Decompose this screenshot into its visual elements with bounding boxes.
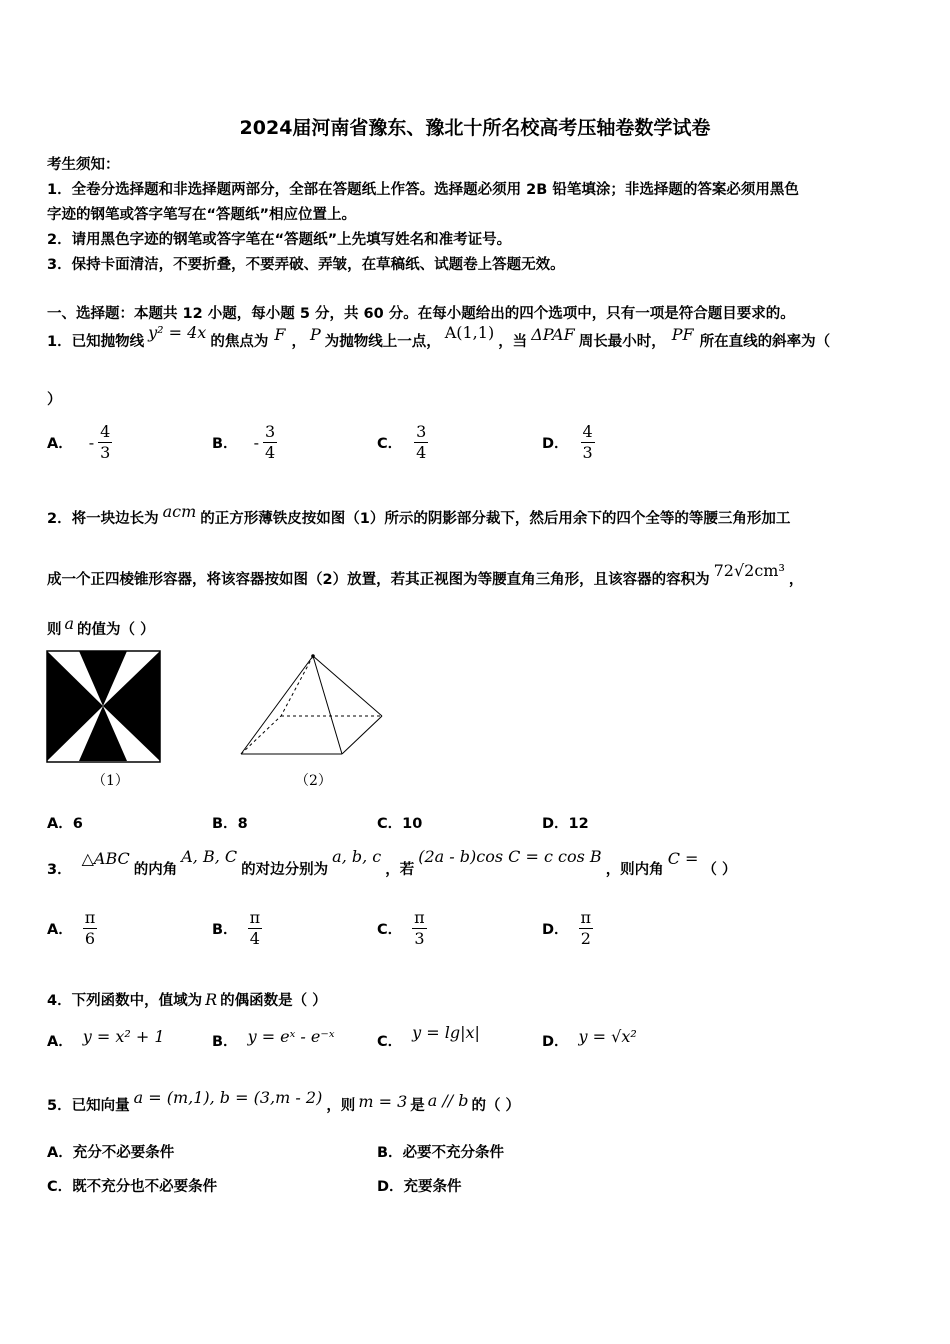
notice-heading: 考生须知： — [47, 157, 120, 173]
question-1: 1．已知抛物线 y² = 4x 的焦点为 F ， P 为抛物线上一点， A(1,1) ，当 ΔPAF 周长最小时， PF 所在直线的斜率为（ — [47, 323, 831, 350]
question-4: 4．下列函数中，值域为 R 的偶函数是（ ） — [47, 990, 327, 1009]
q5-option-d[interactable]: D．充要条件 — [377, 1179, 462, 1195]
q1-option-a[interactable]: A． - $\frac{4}{3}$ — [47, 422, 111, 462]
question-3: 3．△ABC的内角A, B, C的对边分别为a, b, c，若(2a - b)cos C = c cos B，则内角C =（ ） — [47, 847, 737, 878]
q4-option-c[interactable]: C． y = lg|x| — [377, 1023, 480, 1050]
q4-option-b[interactable]: B． y = eˣ - e⁻ˣ — [212, 1027, 335, 1050]
q2-option-b[interactable]: B．8 — [212, 816, 248, 832]
notice-line-2: 2．请用黑色字迹的钢笔或答字笔在“答题纸”上先填写姓名和准考证号。 — [47, 232, 512, 248]
figure-1-caption: （1） — [92, 773, 129, 789]
notice-line-3: 3．保持卡面清洁，不要折叠，不要弄破、弄皱，在草稿纸、试题卷上答题无效。 — [47, 257, 565, 273]
q5-option-b[interactable]: B．必要不充分条件 — [377, 1145, 505, 1161]
q3-option-d[interactable]: D． $\frac{\pi}{2}$ — [542, 908, 592, 948]
q1-option-b[interactable]: B． - $\frac{3}{4}$ — [212, 422, 276, 462]
question-2-line-1: 2．将一块边长为 acm 的正方形薄铁皮按如图（1）所示的阴影部分裁下，然后用余下的四个全等的等腰三角形加工 — [47, 502, 791, 527]
q5-option-a[interactable]: A．充分不必要条件 — [47, 1145, 175, 1161]
q2-option-a[interactable]: A．6 — [47, 816, 83, 832]
question-2-line-2: 成一个正四棱锥形容器，将该容器按如图（2）放置，若其正视图为等腰直角三角形，且该容器的容积为 72√2cm³ ， — [47, 561, 804, 588]
q3-option-c[interactable]: C． $\frac{\pi}{3}$ — [377, 908, 425, 948]
notice-line-1b: 字迹的钢笔或答字笔写在“答题纸”相应位置上。 — [47, 207, 357, 223]
q2-option-c[interactable]: C．10 — [377, 816, 423, 832]
q4-option-a[interactable]: A． y = x² + 1 — [47, 1027, 165, 1050]
figure-2-caption: （2） — [295, 773, 332, 789]
q3-option-b[interactable]: B． $\frac{\pi}{4}$ — [212, 908, 261, 948]
question-1-close: ） — [47, 392, 62, 408]
page-title: 2024届河南省豫东、豫北十所名校高考压轴卷数学试卷 — [239, 117, 711, 139]
q2-option-d[interactable]: D．12 — [542, 816, 589, 832]
q3-option-a[interactable]: A． $\frac{\pi}{6}$ — [47, 908, 96, 948]
q1-option-d[interactable]: D． $\frac{4}{3}$ — [542, 422, 593, 462]
q5-option-c[interactable]: C．既不充分也不必要条件 — [47, 1179, 218, 1195]
notice-line-1a: 1．全卷分选择题和非选择题两部分，全部在答题纸上作答。选择题必须用 2B 铅笔填涂；非选择题的答案必须用黑色 — [47, 182, 799, 198]
figure-square-cutout — [46, 650, 162, 764]
q1-equation: y² = 4x — [148, 323, 207, 342]
figure-pyramid — [236, 650, 388, 760]
section-heading: 一、选择题：本题共 12 小题，每小题 5 分，共 60 分。在每小题给出的四个选项中，只有一项是符合题目要求的。 — [47, 306, 795, 322]
question-2-line-3: 则 a 的值为（ ） — [47, 614, 155, 638]
question-5: 5．已知向量 a = (m,1), b = (3,m - 2) ，则 m = 3 是 a // b 的（ ） — [47, 1088, 521, 1114]
q1-option-c[interactable]: C． $\frac{3}{4}$ — [377, 422, 427, 462]
q4-option-d[interactable]: D． y = √x² — [542, 1027, 637, 1050]
